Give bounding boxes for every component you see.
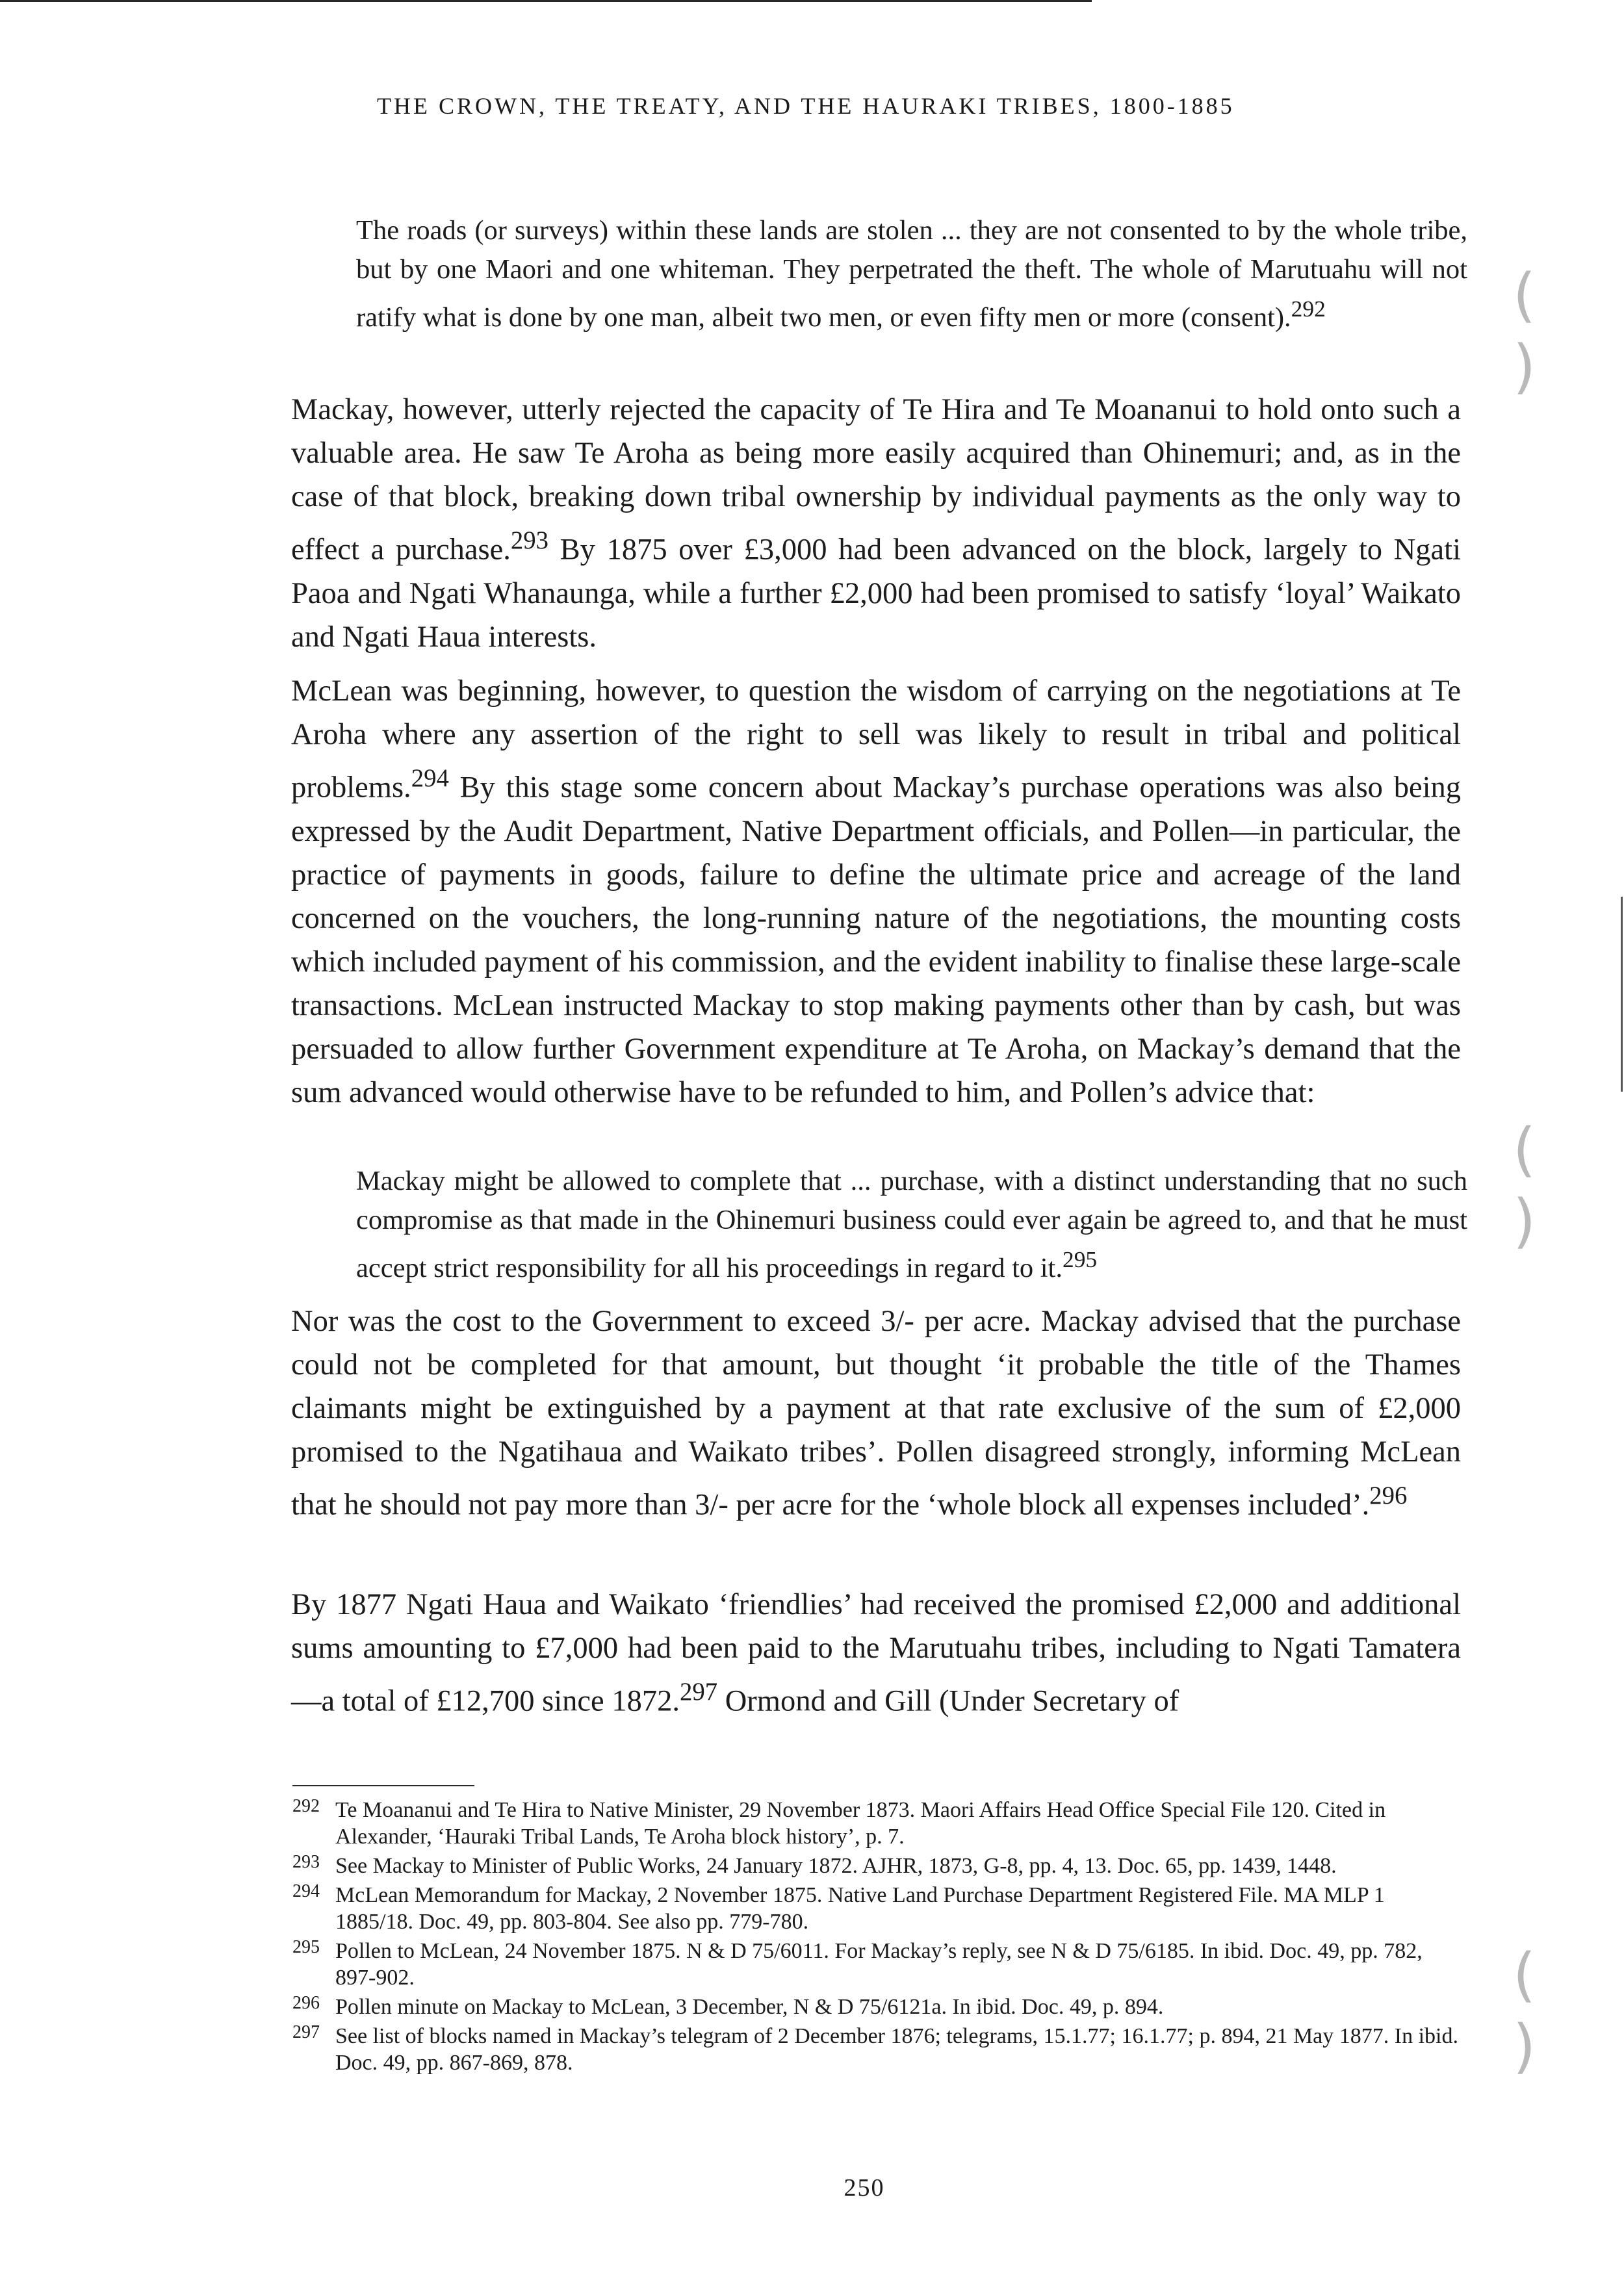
binding-hole-mark: ( ): [1513, 1941, 1536, 2081]
binding-hole-mark: ( ): [1513, 1116, 1536, 1255]
footnote-number: 292: [292, 1796, 320, 1816]
footnote-ref[interactable]: 297: [679, 1678, 718, 1706]
footnote: [292, 1938, 1462, 1991]
footnote-ref[interactable]: 293: [510, 526, 548, 554]
paragraph-text: Nor was the cost to the Government to exceed 3/- per acre. Mackay advised that the purchase could not be completed for that amount, but thought ‘it probable the title of the Thames claimants might be extinguished by a payment at that rate exclusive of the sum of £2,000 promised to the Ngatihaua and Waikato tribes’. Pollen disagreed strongly, informing McLean that he should not pay more than 3/- per acre for the ‘whole block all expenses included’.: [291, 1305, 1461, 1522]
footnote-ref[interactable]: 294: [411, 764, 449, 792]
paragraph-text: By 1875 over £3,000 had been advanced on the block, largely to Ngati Paoa and Ngati Whanaunga, while a further £2,000 had been promised to satisfy ‘loyal’ Waikato and Ngati Haua interests.: [291, 533, 1462, 654]
footnote-text: Pollen minute on Mackay to McLean, 3 December, N & D 75/6121a. In ibid. Doc. 49, p. 894.: [335, 1995, 1164, 2019]
running-head: THE CROWN, THE TREATY, AND THE HAURAKI TRIBES, 1800-1885: [377, 93, 1235, 119]
footnote-text: McLean Memorandum for Mackay, 2 November 1875. Native Land Purchase Department Registered File. MA MLP 1 1885/18. Doc. 49, pp. 803-804. See also pp. 779-780.: [335, 1883, 1385, 1934]
page-number: 250: [844, 2174, 885, 2202]
footnote-number: 295: [292, 1937, 320, 1957]
footnote: [292, 1797, 1462, 1850]
footnote: [292, 1882, 1462, 1935]
footnote-text: See Mackay to Minister of Public Works, 24 January 1872. AJHR, 1873, G-8, pp. 4, 13. Doc. 65, pp. 1439, 1448.: [335, 1854, 1337, 1878]
footnote-number: 296: [292, 1993, 320, 2013]
footnote: [292, 2023, 1462, 2076]
block-quote-2: [356, 1162, 1467, 1288]
footnotes: [292, 1797, 1462, 2079]
block-quote-1: [356, 211, 1467, 337]
paragraph-text: Mackay, however, utterly rejected the capacity of Te Hira and Te Moananui to hold onto such a valuable area. He saw Te Aroha as being more easily acquired than Ohinemuri; and, as in the case of that block, breaking down tribal ownership by individual payments as the only way to effect a purchase.: [291, 393, 1461, 567]
top-rule: [0, 0, 1092, 2]
scan-edge-line: [1621, 897, 1623, 1092]
paragraph-2: [291, 669, 1461, 1114]
paragraph-4: [291, 1583, 1461, 1723]
footnote-text: See list of blocks named in Mackay’s telegram of 2 December 1876; telegrams, 15.1.77; 16.1.77; p. 894, 21 May 1877. In ibid. Doc. 49, pp. 867-869, 878.: [335, 2024, 1458, 2075]
quote-text: The roads (or surveys) within these lands are stolen ... they are not consented to by the whole tribe, but by one Maori and one whiteman. They perpetrated the theft. The whole of Marutuahu will not ratify what is done by one man, albeit two men, or even fifty men or more (consent).: [356, 215, 1467, 333]
footnote-number: 293: [292, 1852, 320, 1872]
paragraph-text: McLean was beginning, however, to question the wisdom of carrying on the negotiations at Te Aroha where any assertion of the right to sell was likely to result in tribal and political problems.: [291, 674, 1461, 804]
paragraph-text: By this stage some concern about Mackay’s purchase operations was also being expressed by the Audit Department, Native Department officials, and Pollen—in particular, the practice of payments in goods, failure to define the ultimate price and acreage of the land concerned on the vouchers, the long-running nature of the negotiations, the mounting costs which included payment of his commission, and the evident inability to finalise these large-scale transactions. McLean instructed Mackay to stop making payments other than by cash, but was persuaded to allow further Government expenditure at Te Aroha, on Mackay’s demand that the sum advanced would otherwise have to be refunded to him, and Pollen’s advice that:: [291, 771, 1461, 1109]
footnote-ref[interactable]: 295: [1063, 1246, 1098, 1272]
quote-text: Mackay might be allowed to complete that ... purchase, with a distinct understanding that no such compromise as that made in the Ohinemuri business could ever again be agreed to, and that he must accept strict responsibility for all his proceedings in regard to it.: [356, 1166, 1467, 1284]
footnote-text: Pollen to McLean, 24 November 1875. N & D 75/6011. For Mackay’s reply, see N & D 75/6185. In ibid. Doc. 49, pp. 782, 897-902.: [335, 1939, 1423, 1990]
paragraph-3: [291, 1300, 1461, 1527]
footnote-number: 297: [292, 2022, 320, 2042]
footnote-rule: [292, 1785, 474, 1786]
footnote: [292, 1994, 1462, 2020]
footnote-ref[interactable]: 292: [1291, 296, 1326, 322]
footnote-ref[interactable]: 296: [1369, 1482, 1408, 1509]
footnote-number: 294: [292, 1881, 320, 1901]
footnote-text: Te Moananui and Te Hira to Native Minister, 29 November 1873. Maori Affairs Head Office Special File 120. Cited in Alexander, ‘Hauraki Tribal Lands, Te Aroha block history’, p. 7.: [335, 1798, 1386, 1849]
footnote: [292, 1853, 1462, 1879]
binding-hole-mark: ( ): [1513, 261, 1536, 401]
paragraph-1: [291, 388, 1461, 659]
paragraph-text: Ormond and Gill (Under Secretary of: [717, 1684, 1179, 1718]
paragraph-text: By 1877 Ngati Haua and Waikato ‘friendlies’ had received the promised £2,000 and additional sums amounting to £7,000 had been paid to the Marutuahu tribes, including to Ngati Tamatera—a total of £12,700 since 1872.: [291, 1588, 1461, 1718]
